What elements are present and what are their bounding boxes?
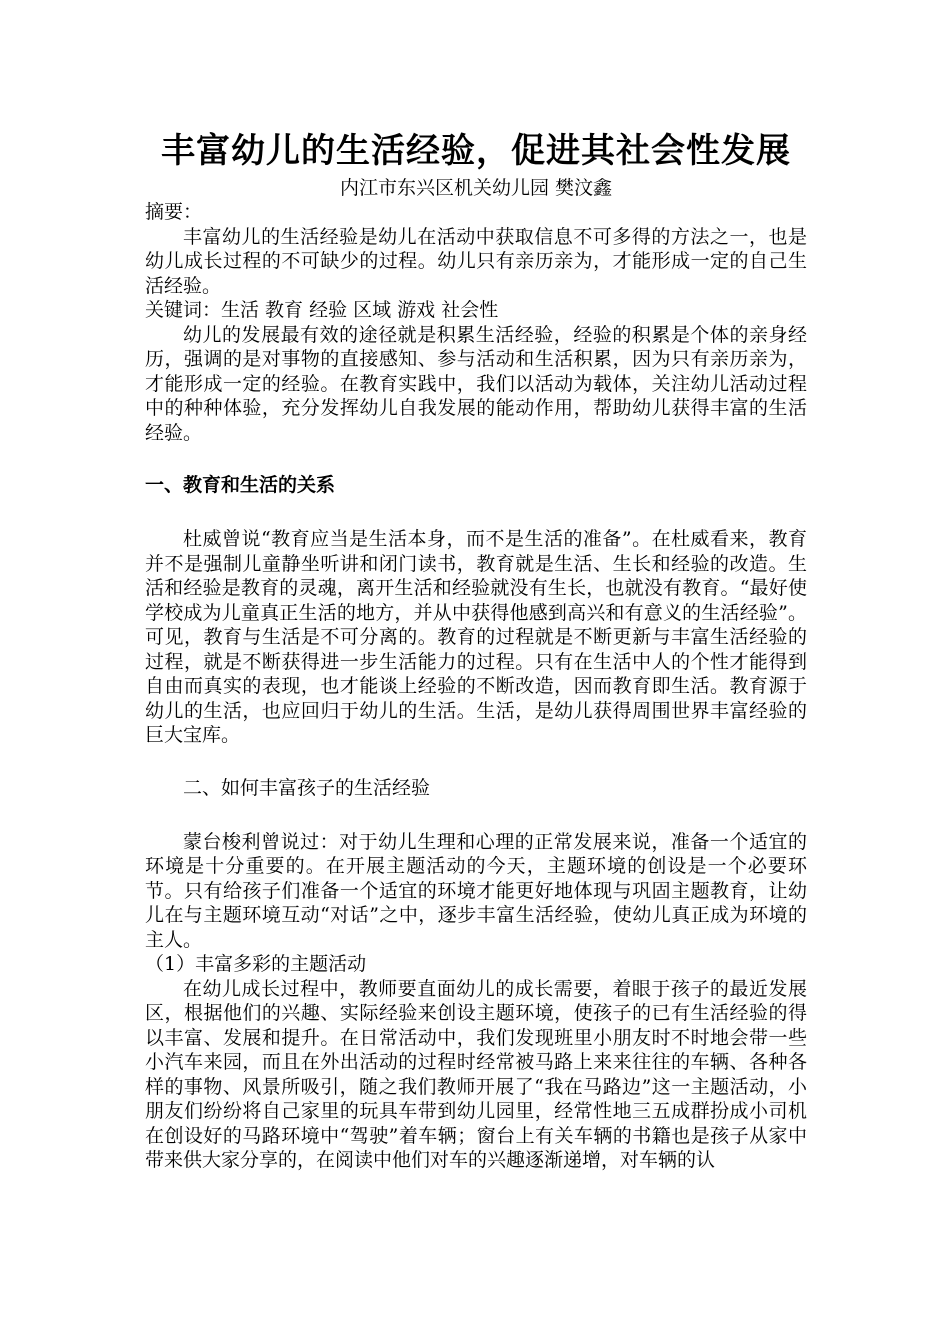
section1-heading: 一、教育和生活的关系 — [145, 474, 336, 496]
intro-paragraph: 幼儿的发展最有效的途径就是积累生活经验，经验的积累是个体的亲身经历，强调的是对事物的直接感知、参与活动和生活积累，因为只有亲历亲为，才能形成一定的经验。在教育实践中，我们以活动为载体，关注幼儿活动过程中的种种体验，充分发挥幼儿自我发展的能动作用，帮助幼儿获得丰富的生活经验。 — [145, 323, 807, 444]
abstract-label: 摘要： — [145, 201, 203, 223]
section2-heading: 二、如何丰富孩子的生活经验 — [183, 776, 431, 799]
document-title: 丰富幼儿的生活经验，促进其社会性发展 — [161, 131, 791, 171]
author-line: 内江市东兴区机关幼儿园 樊汶鑫 — [339, 177, 613, 199]
abstract-text: 丰富幼儿的生活经验是幼儿在活动中获取信息不可多得的方法之一，也是幼儿成长过程的不可缺少的过程。幼儿只有亲历亲为，才能形成一定的自己生活经验。 — [145, 225, 807, 297]
subsection1-heading: （1）丰富多彩的主题活动 — [145, 953, 367, 975]
keywords-line: 关键词：生活 教育 经验 区域 游戏 社会性 — [145, 299, 499, 321]
document-page — [145, 126, 807, 1173]
section1-paragraph: 杜威曾说“教育应当是生活本身，而不是生活的准备”。在杜威看来，教育并不是强制儿童静坐听讲和闭门读书，教育就是生活、生长和经验的改造。生活和经验是教育的灵魂，离开生活和经验就没有生长，也就没有教育。“最好使学校成为儿童真正生活的地方，并从中获得他感到高兴和有意义的生活经验”。可见，教育与生活是不可分离的。教育的过程就是不断更新与丰富生活经验的过程，就是不断获得进一步生活能力的过程。只有在生活中人的个性才能得到自由而真实的表现，也才能谈上经验的不断改造，因而教育即生活。教育源于幼儿的生活，也应回归于幼儿的生活。生活，是幼儿获得周围世界丰富经验的巨大宝库。 — [145, 528, 807, 746]
section2-paragraph: 蒙台梭利曾说过：对于幼儿生理和心理的正常发展来说，准备一个适宜的环境是十分重要的。在开展主题活动的今天，主题环境的创设是一个必要环节。只有给孩子们准备一个适宜的环境才能更好地体现与巩固主题教育，让幼儿在与主题环境互动“对话”之中，逐步丰富生活经验，使幼儿真正成为环境的主人。 — [145, 830, 807, 951]
subsection1-paragraph: 在幼儿成长过程中，教师要直面幼儿的成长需要，着眼于孩子的最近发展区，根据他们的兴趣、实际经验来创设主题环境，使孩子的已有生活经验的得以丰富、发展和提升。在日常活动中，我们发现班里小朋友时不时地会带一些小汽车来园，而且在外出活动的过程时经常被马路上来来往往的车辆、各种各样的事物、风景所吸引，随之我们教师开展了“我在马路边”这一主题活动，小朋友们纷纷将自己家里的玩具车带到幼儿园里，经常性地三五成群扮成小司机在创设好的马路环境中“驾驶”着车辆；窗台上有关车辆的书籍也是孩子从家中带来供大家分享的，在阅读中他们对车的兴趣逐渐递增，对车辆的认 — [145, 977, 807, 1171]
